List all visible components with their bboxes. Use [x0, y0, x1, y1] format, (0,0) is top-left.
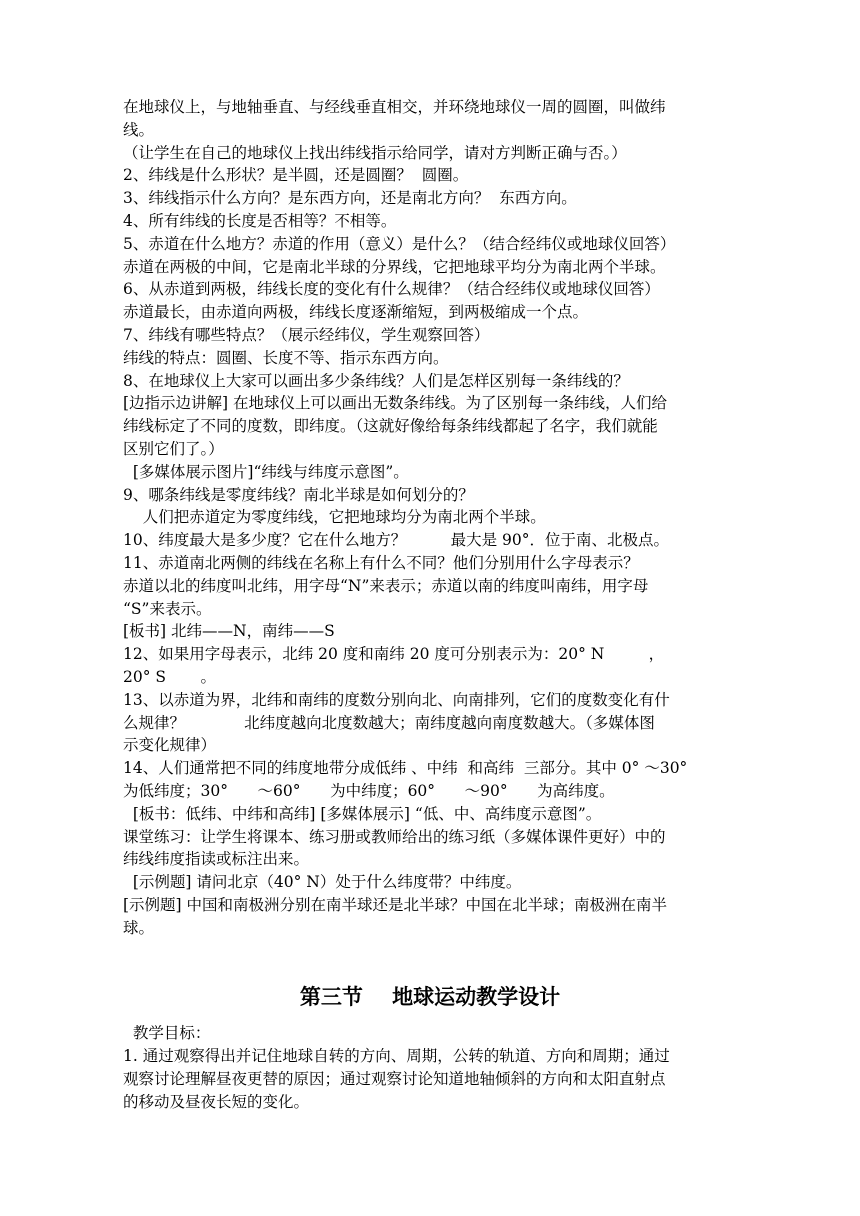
- text-line: 9、哪条纬线是零度纬线？南北半球是如何划分的？: [123, 485, 474, 504]
- text-line: 赤道以北的纬度叫北纬，用字母“N”来表示；赤道以南的纬度叫南纬，用字母: [123, 576, 649, 595]
- text-line: 赤道最长，由赤道向两极，纬线长度逐渐缩短，到两极缩成一个点。: [123, 303, 589, 322]
- text-line: 球。: [123, 918, 155, 937]
- text-line: 么规律？ 北纬度越向北度数越大；南纬度越向南度数越大。（多媒体图: [123, 713, 655, 732]
- text-line: 人们把赤道定为零度纬线，它把地球均分为南北两个半球。: [123, 508, 546, 527]
- text-line: 纬线标定了不同的度数，即纬度。（这就好像给每条纬线都起了名字，我们就能: [123, 417, 658, 436]
- text-line: [边指示边讲解] 在地球仪上可以画出无数条纬线。为了区别每一条纬线，人们给: [123, 394, 668, 413]
- text-line: 线。: [123, 120, 155, 139]
- text-line: 区别它们了。）: [123, 440, 224, 458]
- text-line: 纬线纬度指读或标注出来。: [123, 850, 310, 869]
- text-line: 的移动及昼夜长短的变化。: [123, 1093, 310, 1111]
- text-line: [示例题] 中国和南极洲分别在南半球还是北半球？中国在北半球；南极洲在南半: [123, 896, 668, 914]
- text-line: 12、如果用字母表示，北纬 20 度和南纬 20 度可分别表示为：20° N ，: [123, 645, 665, 664]
- text-line: 纬线的特点：圆圈、长度不等、指示东西方向。: [123, 348, 449, 367]
- text-line: [板书] 北纬——N，南纬——S: [123, 622, 335, 641]
- text-line: 7、纬线有哪些特点？（展示经纬仪，学生观察回答）: [123, 326, 490, 344]
- text-line: [多媒体展示图片]“纬线与纬度示意图”。: [123, 462, 409, 481]
- text-line: 在地球仪上，与地轴垂直、与经线垂直相交，并环绕地球仪一周的圆圈，叫做纬: [123, 98, 666, 116]
- text-line: 赤道在两极的中间，它是南北半球的分界线，它把地球平均分为南北两个半球。: [123, 257, 666, 276]
- text-line: （让学生在自己的地球仪上找出纬线指示给同学，请对方判断正确与否。）: [123, 143, 627, 162]
- section-heading: 第三节 地球运动教学设计: [299, 984, 561, 1009]
- text-line: 5、赤道在什么地方？赤道的作用（意义）是什么？（结合经纬仪或地球仪回答）: [123, 234, 676, 253]
- text-line: 观察讨论理解昼夜更替的原因；通过观察讨论知道地轴倾斜的方向和太阳直射点: [123, 1070, 666, 1088]
- text-line: 为低纬度；30° ～60° 为中纬度；60° ～90° 为高纬度。: [123, 782, 615, 800]
- text-line: 14、人们通常把不同的纬度地带分成低纬 、中纬 和高纬 三部分。其中 0° ～30°: [123, 759, 688, 778]
- text-line: 课堂练习：让学生将课本、练习册或教师给出的练习纸（多媒体课件更好）中的: [123, 827, 666, 846]
- text-line: [示例题] 请问北京（40° N）处于什么纬度带？中纬度。: [123, 873, 522, 892]
- text-line: [板书：低纬、中纬和高纬] [多媒体展示] “低、中、高纬度示意图”。: [123, 804, 602, 823]
- text-line: 3、纬线指示什么方向？是东西方向，还是南北方向？ 东西方向。: [123, 189, 577, 208]
- text-line: 6、从赤道到两极，纬线长度的变化有什么规律？（结合经纬仪或地球仪回答）: [123, 280, 660, 299]
- text-line: “S”来表示。: [123, 599, 212, 618]
- text-line: 11、赤道南北两侧的纬线在名称上有什么不同？他们分别用什么字母表示？: [123, 554, 639, 572]
- text-line: 1. 通过观察得出并记住地球自转的方向、周期，公转的轨道、方向和周期；通过: [123, 1047, 670, 1065]
- text-line: 10、纬度最大是多少度？它在什么地方？ 最大是 90°．位于南、北极点。: [123, 531, 669, 550]
- text-line: 示变化规律）: [123, 736, 217, 755]
- text-line: 4、所有纬线的长度是否相等？不相等。: [123, 212, 397, 230]
- text-line: 教学目标：: [123, 1024, 211, 1042]
- text-line: 8、在地球仪上大家可以画出多少条纬线？人们是怎样区别每一条纬线的？: [123, 371, 629, 390]
- text-line: 13、以赤道为界，北纬和南纬的度数分别向北、向南排列，它们的度数变化有什: [123, 690, 670, 709]
- text-line: 2、纬线是什么形状？是半圆，还是圆圈？ 圆圈。: [123, 166, 469, 185]
- text-line: 20° S 。: [123, 668, 217, 686]
